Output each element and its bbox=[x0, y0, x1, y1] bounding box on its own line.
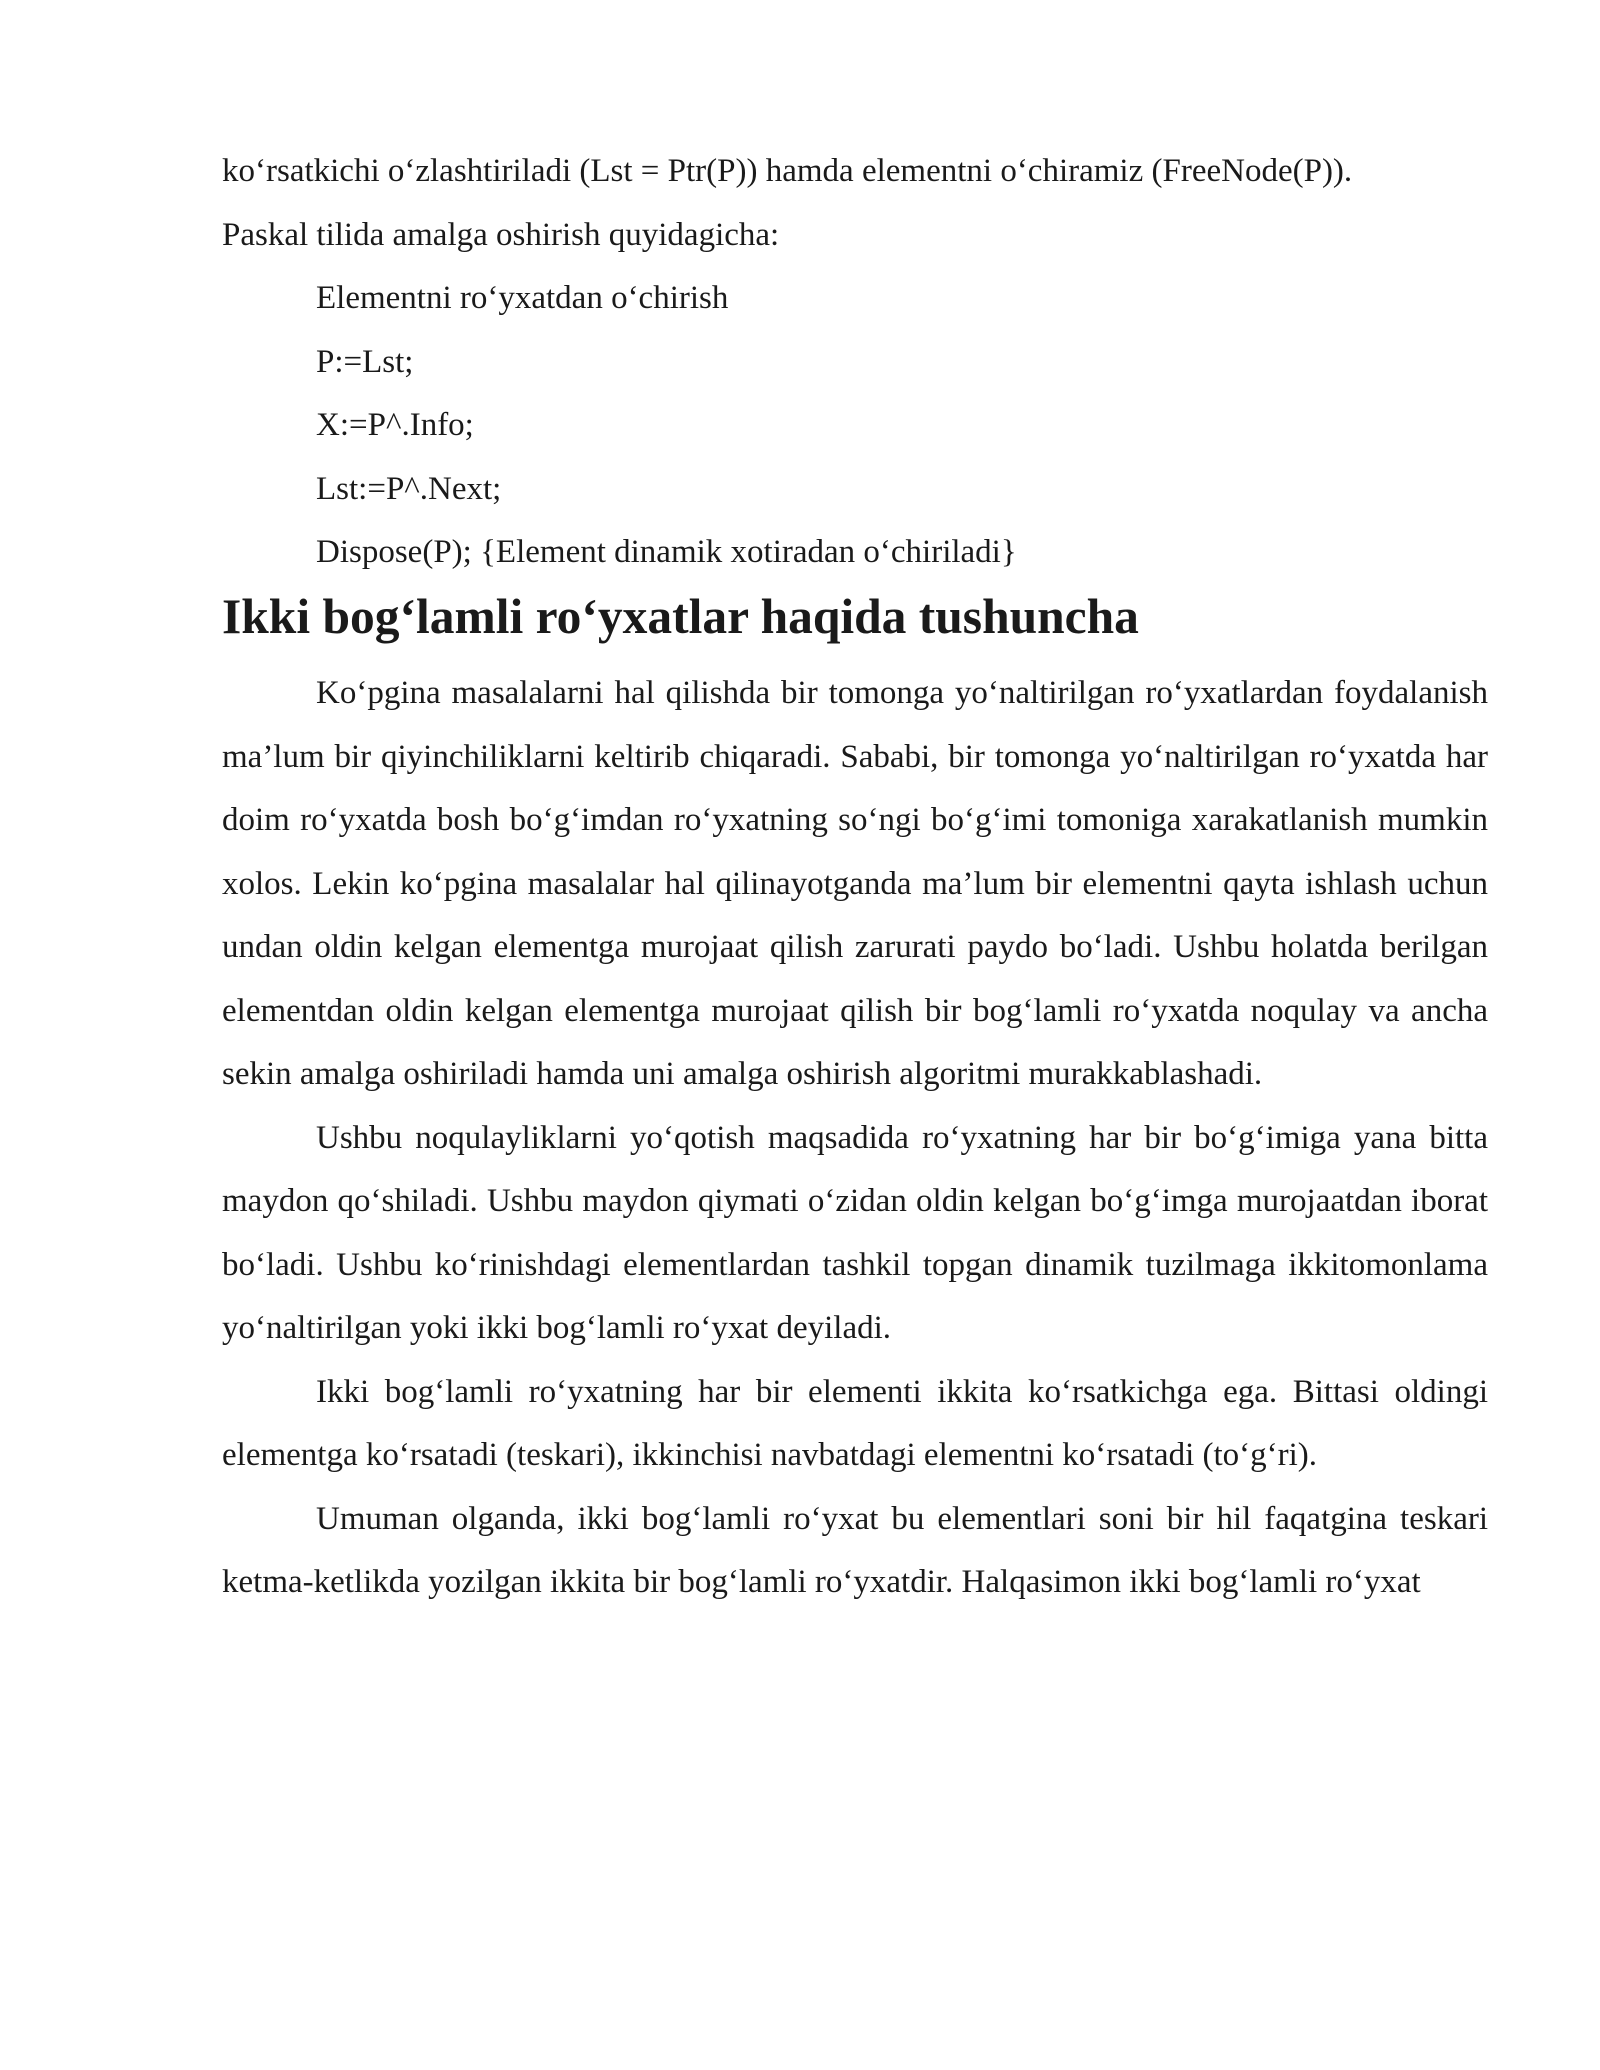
code-block bbox=[222, 267, 1488, 585]
section-heading: Ikki bog‘lamli ro‘yxatlar haqida tushuncha bbox=[222, 588, 1139, 644]
intro-line-1: ko‘rsatkichi o‘zlashtiriladi (Lst = Ptr(P)) hamda elementni o‘chiramiz (FreeNode(P)). bbox=[222, 153, 1353, 189]
code-line-caption: Elementni ro‘yxatdan o‘chirish bbox=[316, 280, 729, 316]
paragraph-2: Ushbu noqulayliklarni yo‘qotish maqsadida ro‘yxatning har bir bo‘g‘imiga yana bitta maydon qo‘shiladi. Ushbu maydon qiymati o‘zidan oldin kelgan bo‘g‘imga murojaatdan iborat bo‘ladi. Ushbu ko‘rinishdagi elementlardan tashkil topgan dinamik tuzilmaga ikkitomonlama yo‘naltirilgan yoki ikki bog‘lamli ro‘yxat deyiladi. bbox=[222, 1119, 1488, 1346]
paragraph-1: Ko‘pgina masalalarni hal qilishda bir tomonga yo‘naltirilgan ro‘yxatlardan foydalanish ma’lum bir qiyinchiliklarni keltirib chiqaradi. Sababi, bir tomonga yo‘naltirilgan ro‘yxatda har doim ro‘yxatda bosh bo‘g‘imdan ro‘yxatning so‘ngi bo‘g‘imi tomoniga xarakatlanish mumkin xolos. Lekin ko‘pgina masalalar hal qilinayotganda ma’lum bir elementni qayta ishlash uchun undan oldin kelgan elementga murojaat qilish zarurati paydo bo‘ladi. Ushbu holatda berilgan elementdan oldin kelgan elementga murojaat qilish bir bog‘lamli ro‘yxatda noqulay va ancha sekin amalga oshiriladi hamda uni amalga oshirish algoritmi murakkablashadi. bbox=[222, 675, 1488, 1092]
document-page bbox=[222, 140, 1488, 1615]
code-line-dispose: Dispose(P); {Element dinamik xotiradan o‘chiriladi} bbox=[316, 534, 1017, 570]
code-line-assign-lst: Lst:=P^.Next; bbox=[316, 470, 502, 507]
code-line-assign-x: X:=P^.Info; bbox=[316, 407, 474, 443]
paragraph-3: Ikki bog‘lamli ro‘yxatning har bir elementi ikkita ko‘rsatkichga ega. Bittasi oldingi elementga ko‘rsatadi (teskari), ikkinchisi navbatdagi elementni ko‘rsatadi (to‘g‘ri). bbox=[222, 1373, 1488, 1473]
intro-line-2: Paskal tilida amalga oshirish quyidagicha: bbox=[222, 216, 780, 253]
code-line-assign-p: P:=Lst; bbox=[316, 343, 414, 380]
paragraph-4: Umuman olganda, ikki bog‘lamli ro‘yxat bu elementlari soni bir hil faqatgina teskari ketma-ketlikda yozilgan ikkita bir bog‘lamli ro‘yxatdir. Halqasimon ikki bog‘lamli ro‘yxat bbox=[222, 1500, 1488, 1600]
